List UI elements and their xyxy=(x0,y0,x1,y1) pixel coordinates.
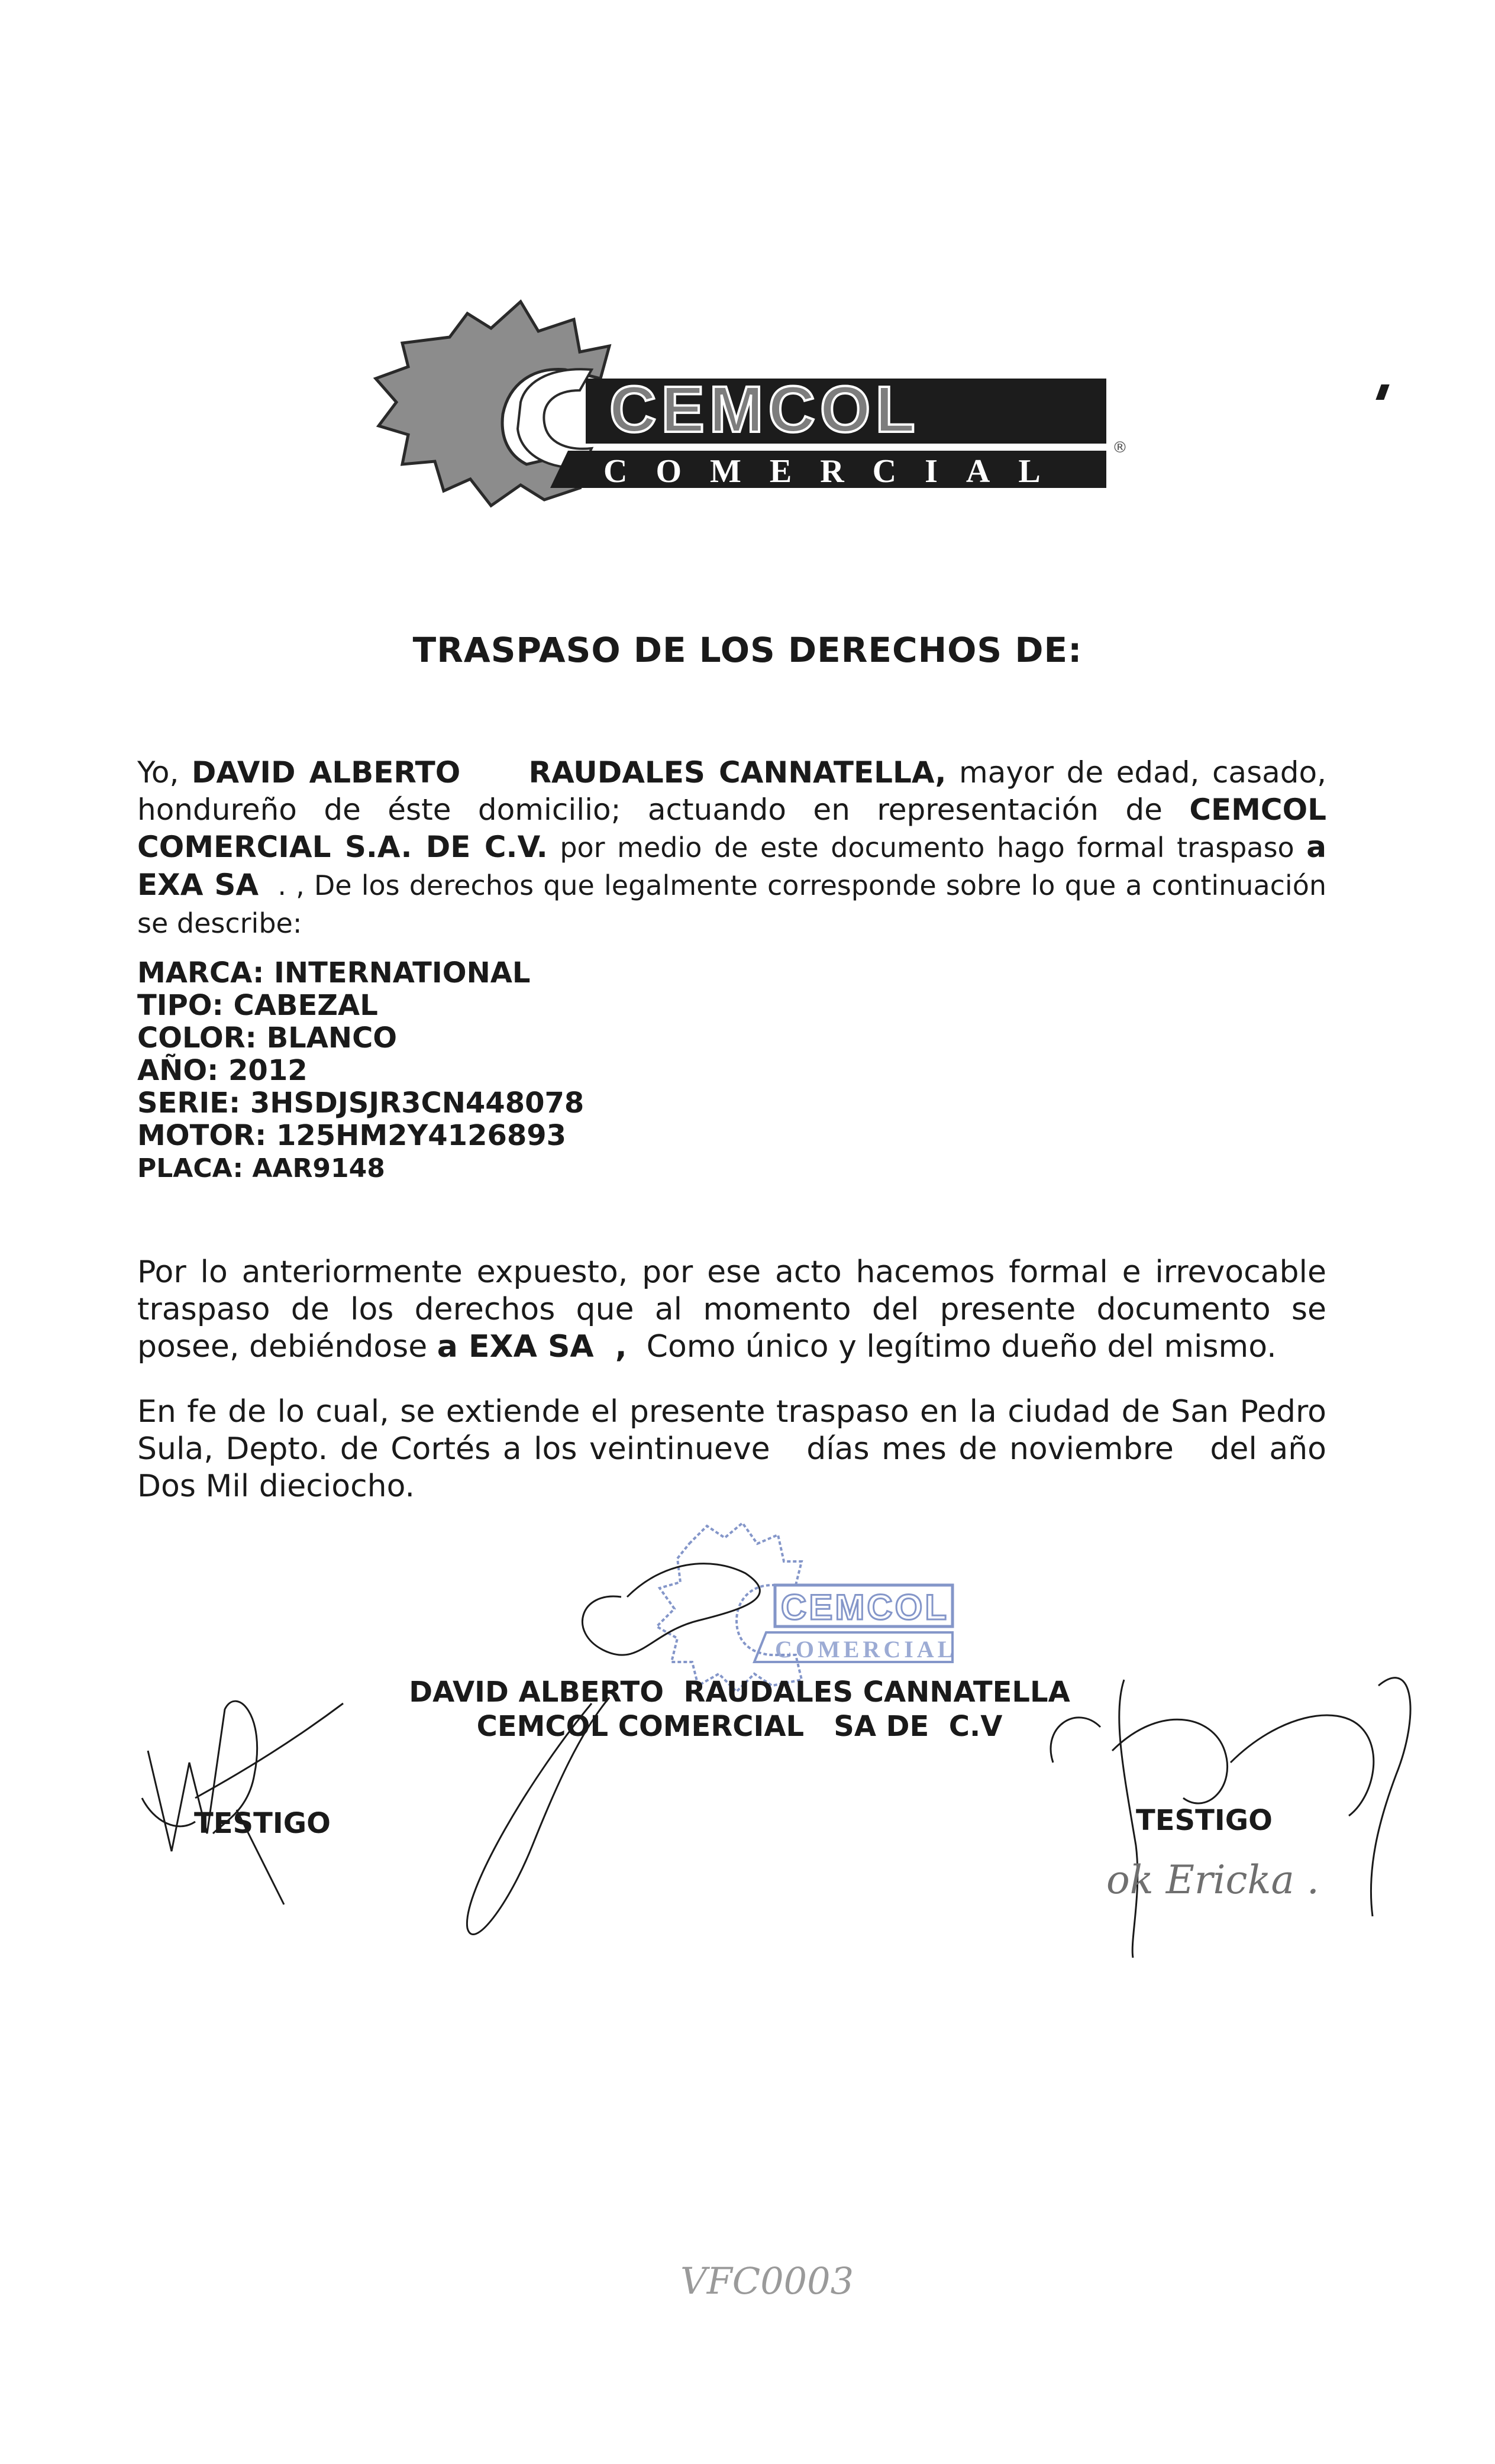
intro-paragraph xyxy=(137,754,1335,942)
registered-mark: ® xyxy=(1112,439,1128,457)
spec-brand: MARCA: INTERNATIONAL xyxy=(137,956,531,990)
company-name: CEMCOL COMERCIAL S.A. DE C.V. xyxy=(137,793,1326,864)
spec-motor: MOTOR: 125HM2Y4126893 xyxy=(137,1119,567,1152)
transfer-comma: , xyxy=(593,1329,627,1364)
recipient-name: a EXA SA xyxy=(137,830,1326,902)
left-witness-signature xyxy=(142,1701,343,1904)
company-stamp xyxy=(654,1520,985,1697)
ink-mark xyxy=(1375,384,1389,400)
transfer-recipient: a EXA SA xyxy=(437,1329,594,1364)
transfer-text-2: Como único y legítimo dueño del mismo. xyxy=(627,1329,1277,1364)
closing-paragraph: En fe de lo cual, se extiende el presente traspaso en la ciudad de San Pedro Sula, Depto. de Cortés a los veintinueve días mes de noviembre del año Dos Mil dieciocho. xyxy=(137,1394,1336,1504)
transfer-text-1: Por lo anteriormente expuesto, por ese acto hacemos formal e irrevocable traspaso de los derechos que al momento del presente documento se posee, debiéndose xyxy=(137,1254,1326,1364)
stamp-subtitle: COMERCIAL xyxy=(775,1636,957,1663)
handwritten-code: VFC0003 xyxy=(680,2259,854,2303)
intro-yo: Yo, xyxy=(137,755,179,790)
intro-text-3: . , De los derechos que legalmente corresponde sobre lo que a continuación se describe: xyxy=(137,869,1335,939)
intro-text-2: por medio de este documento hago formal traspaso xyxy=(547,832,1307,864)
signatory-block xyxy=(355,1675,1124,1744)
grantor-name: DAVID ALBERTO RAUDALES CANNATELLA, xyxy=(191,755,947,790)
spec-color: COLOR: BLANCO xyxy=(137,1021,398,1055)
document-title: TRASPASO DE LOS DERECHOS DE: xyxy=(412,630,1083,670)
signatory-name: DAVID ALBERTO RAUDALES CANNATELLA xyxy=(409,1676,1070,1709)
logo-subtitle: COMERCIAL xyxy=(603,453,1069,490)
transfer-paragraph xyxy=(137,1254,1326,1366)
intro-text-1: mayor de edad, casado, hondureño de éste domicilio; actuando en representación de xyxy=(137,755,1326,827)
stamp-name: CEMCOL xyxy=(781,1587,949,1627)
handwritten-ok-note: ok Ericka . xyxy=(1106,1857,1319,1903)
signatory-company: CEMCOL COMERCIAL SA DE C.V xyxy=(476,1710,1003,1743)
spec-serial: SERIE: 3HSDJSJR3CN448078 xyxy=(137,1087,585,1120)
vehicle-specs xyxy=(137,957,584,1185)
logo-name: CEMCOL xyxy=(609,373,920,446)
witness-left-label: TESTIGO xyxy=(194,1807,331,1840)
cemcol-logo xyxy=(331,296,1142,515)
witness-right-label: TESTIGO xyxy=(1136,1804,1273,1837)
spec-type: TIPO: CABEZAL xyxy=(137,989,378,1022)
spec-year: AÑO: 2012 xyxy=(137,1054,308,1087)
spec-plate: PLACA: AAR9148 xyxy=(137,1153,385,1184)
